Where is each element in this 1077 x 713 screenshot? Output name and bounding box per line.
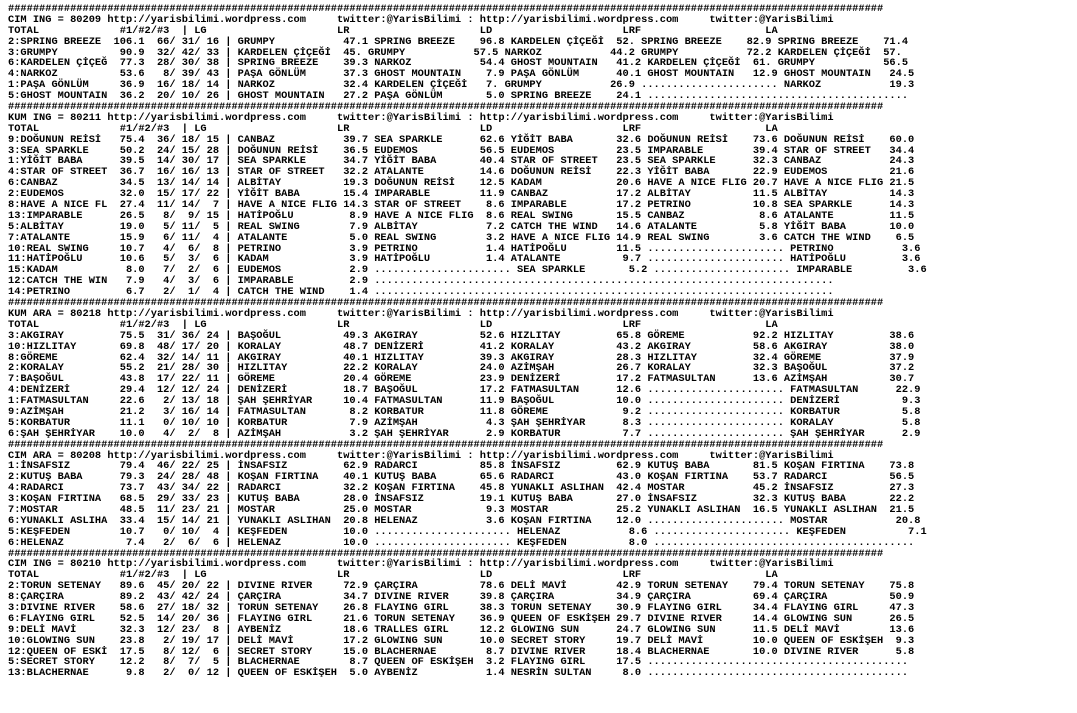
horse-row: 7:BAŞOĞUL 43.8 17/ 22/ 11 | GÖREME 20.4 GÖREME 23.9 DENİZERİ 17.2 FATMASULTAN 13.6 AZİMŞAH 30.7: [8, 373, 915, 386]
horse-row: 13:BLACHERNAE 9.8 2/ 0/ 12 | QUEEN OF ESKİŞEH 5.0 AYBENİZ 1.4 NESRİN SULTAN 8.0 ..........................................: [8, 667, 909, 680]
separator-line: #############################################################################################################################################: [8, 4, 884, 15]
horse-row: 1:PAŞA GÖNLÜM 36.9 16/ 18/ 14 | NARKOZ 32.4 KARDELEN ÇİÇEĞİ 7. GRUMPY 26.9 ...................... NARKOZ 19.3: [8, 79, 915, 92]
horse-row: 1:FATMASULTAN 22.6 2/ 13/ 18 | ŞAH ŞEHRİYAR 10.4 FATMASULTAN 11.9 BAŞOĞUL 10.0 ...................... DENİZERİ 9.3: [8, 395, 921, 408]
horse-row: 12:CATCH THE WIN 7.9 4/ 3/ 6 | IMPARABLE 2.9 ..........................................................................: [8, 275, 834, 288]
horse-row: 6:FLAYING GIRL 52.5 14/ 20/ 36 | FLAYING GIRL 21.6 TORUN SETENAY 36.9 QUEEN OF ESKİŞEH 29.7 DIVINE RIVER 14.4 GLOWING SUN 26.5: [8, 612, 915, 625]
race-header-line: CIM ING = 80209 http://yarisbilimi.wordpress.com twitter:@YarisBilimi : http://yarisbilimi.wordpress.com twitter:@YarisBilimi: [8, 13, 834, 26]
horse-row: 5:ALBİTAY 19.0 5/ 11/ 5 | REAL SWING 7.9 ALBİTAY 7.2 CATCH THE WIND 14.6 ATALANTE 5.8 YİĞİT BABA 10.0: [8, 220, 915, 233]
horse-row: 2:KUTUŞ BABA 79.3 24/ 28/ 48 | KOŞAN FIRTINA 40.1 KUTUŞ BABA 65.6 RADARCI 43.0 KOŞAN FIRTINA 53.7 RADARCI 56.5: [8, 471, 915, 484]
horse-row: 3:DIVINE RIVER 58.6 27/ 18/ 32 | TORUN SETENAY 26.8 FLAYING GIRL 38.3 TORUN SETENAY 30.9 FLAYING GIRL 34.4 FLAYING GIRL 47.3: [8, 601, 915, 614]
horse-row: 7:MOSTAR 48.5 11/ 23/ 21 | MOSTAR 25.0 MOSTAR 9.3 MOSTAR 25.2 YUNAKLI ASLIHAN 16.5 YUNAKLI ASLIHAN 21.5: [8, 503, 915, 516]
horse-row: 6:KARDELEN ÇİÇEĞ 77.3 28/ 30/ 38 | SPRING BREEZE 39.3 NARKOZ 54.4 GHOST MOUNTAIN 41.2 KARDELEN ÇİÇEĞİ 61. GRUMPY 56.5: [8, 57, 909, 70]
column-header-line: TOTAL #1/#2/#3 | LG LR LD LRF LA: [8, 122, 778, 135]
separator-line: #############################################################################################################################################: [8, 438, 884, 451]
horse-row: 6:ŞAH ŞEHRİYAR 10.0 4/ 2/ 8 | AZİMŞAH 3.2 ŞAH ŞEHRİYAR 2.9 KORBATUR 7.7 ...................... ŞAH ŞEHRİYAR 2.9: [8, 427, 921, 440]
horse-row: 5:KORBATUR 11.1 0/ 10/ 10 | KORBATUR 7.9 AZİMŞAH 4.3 ŞAH ŞEHRİYAR 8.3 ...................... KORALAY 5.8: [8, 416, 921, 429]
horse-row: 3:AKGIRAY 75.5 31/ 36/ 24 | BAŞOĞUL 49.3 AKGIRAY 52.6 HIZLITAY 65.8 GÖREME 92.2 HIZLITAY 38.6: [8, 329, 915, 342]
horse-row: 5:KEŞFEDEN 10.7 0/ 10/ 4 | KEŞFEDEN 10.0 ...................... HELENAZ 8.6 ...................... KEŞFEDEN 7.1: [8, 525, 927, 538]
race-header-line: KUM ING = 80211 http://yarisbilimi.wordpress.com twitter:@YarisBilimi : http://yarisbilimi.wordpress.com twitter:@YarisBilimi: [8, 111, 834, 124]
horse-row: 14:PETRINO 6.7 2/ 1/ 4 | CATCH THE WIND 1.4 ..........................................................................: [8, 286, 834, 299]
horse-row: 9:AZİMŞAH 21.2 3/ 16/ 14 | FATMASULTAN 8.2 KORBATUR 11.8 GÖREME 9.2 ...................... KORBATUR 5.8: [8, 405, 921, 418]
separator-line: #############################################################################################################################################: [8, 297, 884, 310]
horse-row: 3:GRUMPY 90.9 32/ 42/ 33 | KARDELEN ÇİÇEĞİ 45. GRUMPY 57.5 NARKOZ 44.2 GRUMPY 72.2 KARDELEN ÇİÇEĞİ 57.: [8, 46, 902, 59]
horse-row: 9:DELİ MAVİ 32.3 12/ 23/ 8 | AYBENİZ 18.6 TRALLES GIRL 12.2 GLOWING SUN 24.7 GLOWING SUN 11.5 DELİ MAVİ 13.6: [8, 623, 915, 636]
horse-row: 8:GÖREME 62.4 32/ 14/ 11 | AKGIRAY 40.1 HIZLITAY 39.3 AKGIRAY 28.3 HIZLITAY 32.4 GÖREME 37.9: [8, 351, 915, 364]
horse-row: 3:SEA SPARKLE 50.2 24/ 15/ 28 | DOĞUNUN REİSİ 36.5 EUDEMOS 56.5 EUDEMOS 23.5 IMPARABLE 39.4 STAR OF STREET 34.4: [8, 144, 915, 157]
horse-row: 4:STAR OF STREET 36.7 16/ 16/ 13 | STAR OF STREET 32.2 ATALANTE 14.6 DOĞUNUN REİSİ 22.3 YİĞİT BABA 22.9 EUDEMOS 21.6: [8, 166, 915, 179]
horse-row: 11:HATİPOĞLU 10.6 5/ 3/ 6 | KADAM 3.9 HATİPOĞLU 1.4 ATALANTE 9.7 ...................... HATİPOĞLU 3.6: [8, 253, 921, 266]
separator-line: #############################################################################################################################################: [8, 101, 884, 114]
race-header-line: KUM ARA = 80218 http://yarisbilimi.wordpress.com twitter:@YarisBilimi : http://yarisbilimi.wordpress.com twitter:@YarisBilimi: [8, 307, 834, 320]
horse-row: 6:CANBAZ 34.5 13/ 14/ 14 | ALBİTAY 19.3 DOĞUNUN REİSİ 12.5 KADAM 20.6 HAVE A NICE FLIG 20.7 HAVE A NICE FLIG 21.5: [8, 177, 915, 190]
horse-row: 2:EUDEMOS 32.0 15/ 17/ 22 | YİĞİT BABA 15.4 IMPARABLE 11.9 CANBAZ 17.2 ALBİTAY 11.5 ALBİTAY 14.3: [8, 188, 915, 201]
race-header-line: CIM ARA = 80208 http://yarisbilimi.wordpress.com twitter:@YarisBilimi : http://yarisbilimi.wordpress.com twitter:@YarisBilimi: [8, 449, 834, 462]
horse-row: 6:HELENAZ 7.4 2/ 6/ 6 | HELENAZ 10.0 ...................... KEŞFEDEN 8.0 ..........................................: [8, 536, 915, 549]
horse-row: 2:TORUN SETENAY 89.6 45/ 20/ 22 | DIVINE RIVER 72.9 ÇARÇIRA 78.6 DELİ MAVİ 42.9 TORUN SETENAY 79.4 TORUN SETENAY 75.8: [8, 580, 915, 593]
column-header-line: TOTAL #1/#2/#3 | LG LR LD LRF LA: [8, 569, 778, 582]
separator-line: #############################################################################################################################################: [8, 547, 884, 560]
horse-row: 4:RADARCI 73.7 43/ 34/ 22 | RADARCI 32.2 KOŞAN FIRTINA 45.8 YUNAKLI ASLIHAN 42.4 MOSTAR 45.2 İNSAFSIZ 27.3: [8, 482, 915, 495]
horse-row: 4:NARKOZ 53.6 8/ 39/ 43 | PAŞA GÖNLÜM 37.3 GHOST MOUNTAIN 7.9 PAŞA GÖNLÜM 40.1 GHOST MOUNTAIN 12.9 GHOST MOUNTAIN 24.5: [8, 68, 915, 81]
horse-row: 15:KADAM 8.0 7/ 2/ 6 | EUDEMOS 2.9 ...................... SEA SPARKLE 5.2 ...................... IMPARABLE 3.6: [8, 264, 927, 277]
horse-row: 13:IMPARABLE 26.5 8/ 9/ 15 | HATİPOĞLU 8.9 HAVE A NICE FLIG 8.6 REAL SWING 15.5 CANBAZ 8.6 ATALANTE 11.5: [8, 209, 915, 222]
horse-row: 7:ATALANTE 15.9 6/ 11/ 4 | ATALANTE 5.0 REAL SWING 3.2 HAVE A NICE FLIG 14.9 REAL SWING 3.6 CATCH THE WIND 6.5: [8, 231, 915, 244]
horse-row: 1:İNSAFSIZ 79.4 46/ 22/ 25 | İNSAFSIZ 62.9 RADARCI 85.8 İNSAFSIZ 62.9 KUTUŞ BABA 81.5 KOŞAN FIRTINA 73.8: [8, 460, 915, 473]
column-header-line: TOTAL #1/#2/#3 | LG LR LD LRF LA: [8, 24, 778, 37]
horse-row: 10:REAL SWING 10.7 4/ 6/ 8 | PETRINO 3.9 PETRINO 1.4 HATİPOĞLU 11.5 ...................... PETRINO 3.6: [8, 242, 921, 255]
horse-row: 9:DOĞUNUN REİSİ 75.4 36/ 18/ 15 | CANBAZ 39.7 SEA SPARKLE 62.6 YİĞİT BABA 32.6 DOĞUNUN REİSİ 73.6 DOĞUNUN REİSİ 60.0: [8, 133, 915, 146]
race-header-line: CIM ING = 80210 http://yarisbilimi.wordpress.com twitter:@YarisBilimi : http://yarisbilimi.wordpress.com twitter:@YarisBilimi: [8, 558, 834, 571]
horse-row: 4:DENİZERİ 29.4 12/ 12/ 24 | DENİZERİ 18.7 BAŞOĞUL 17.2 FATMASULTAN 12.6 ...................... FATMASULTAN 22.9: [8, 384, 921, 397]
horse-row: 8:ÇARÇIRA 89.2 43/ 42/ 24 | ÇARÇIRA 34.7 DIVINE RIVER 39.8 ÇARÇIRA 34.9 ÇARÇIRA 69.4 ÇARÇIRA 50.9: [8, 591, 915, 604]
horse-row: 10:GLOWING SUN 23.8 2/ 19/ 17 | DELİ MAVİ 17.2 GLOWING SUN 10.0 SECRET STORY 19.7 DELİ MAVİ 10.0 QUEEN OF ESKİŞEH 9.3: [8, 634, 915, 647]
race-stats-document: [8, 4, 1074, 679]
column-header-line: TOTAL #1/#2/#3 | LG LR LD LRF LA: [8, 318, 778, 331]
horse-row: 10:HIZLITAY 69.8 48/ 17/ 20 | KORALAY 48.7 DENİZERİ 41.2 KORALAY 43.2 AKGIRAY 58.6 AKGIRAY 38.0: [8, 340, 915, 353]
horse-row: 2:SPRING BREEZE 106.1 66/ 31/ 16 | GRUMPY 47.1 SPRING BREEZE 96.8 KARDELEN ÇİÇEĞİ 52. SPRING BREEZE 82.9 SPRING BREEZE 71.4: [8, 35, 909, 48]
horse-row: 1:YİĞİT BABA 39.5 14/ 30/ 17 | SEA SPARKLE 34.7 YİĞİT BABA 40.4 STAR OF STREET 23.5 SEA SPARKLE 32.3 CANBAZ 24.3: [8, 155, 915, 168]
horse-row: 12:QUEEN OF ESKİ 17.5 8/ 12/ 6 | SECRET STORY 15.0 BLACHERNAE 8.7 DIVINE RIVER 18.4 BLACHERNAE 10.0 DIVINE RIVER 5.8: [8, 645, 915, 658]
horse-row: 3:KOŞAN FIRTINA 68.5 29/ 33/ 23 | KUTUŞ BABA 28.0 İNSAFSIZ 19.1 KUTUŞ BABA 27.0 İNSAFSIZ 32.3 KUTUŞ BABA 22.2: [8, 493, 915, 506]
horse-row: 5:GHOST MOUNTAIN 36.2 20/ 10/ 26 | GHOST MOUNTAIN 27.2 PAŞA GÖNLÜM 5.0 SPRING BREEZE 24.1 ..........................................: [8, 90, 909, 103]
horse-row: 6:YUNAKLI ASLIHA 33.4 15/ 14/ 21 | YUNAKLI ASLIHAN 20.8 HELENAZ 3.6 KOŞAN FIRTINA 12.0 ...................... MOSTAR 20.8: [8, 514, 921, 527]
horse-row: 2:KORALAY 55.2 21/ 28/ 30 | HIZLITAY 22.2 KORALAY 24.0 AZİMŞAH 26.7 KORALAY 32.3 BAŞOĞUL 37.2: [8, 362, 915, 375]
horse-row: 8:HAVE A NICE FL 27.4 11/ 14/ 7 | HAVE A NICE FLIG 14.3 STAR OF STREET 8.6 IMPARABLE 17.2 PETRINO 10.8 SEA SPARKLE 14.3: [8, 199, 915, 212]
horse-row: 5:SECRET STORY 12.2 8/ 7/ 5 | BLACHERNAE 8.7 QUEEN OF ESKİŞEH 3.2 FLAYING GIRL 17.5 ..........................................: [8, 656, 909, 669]
